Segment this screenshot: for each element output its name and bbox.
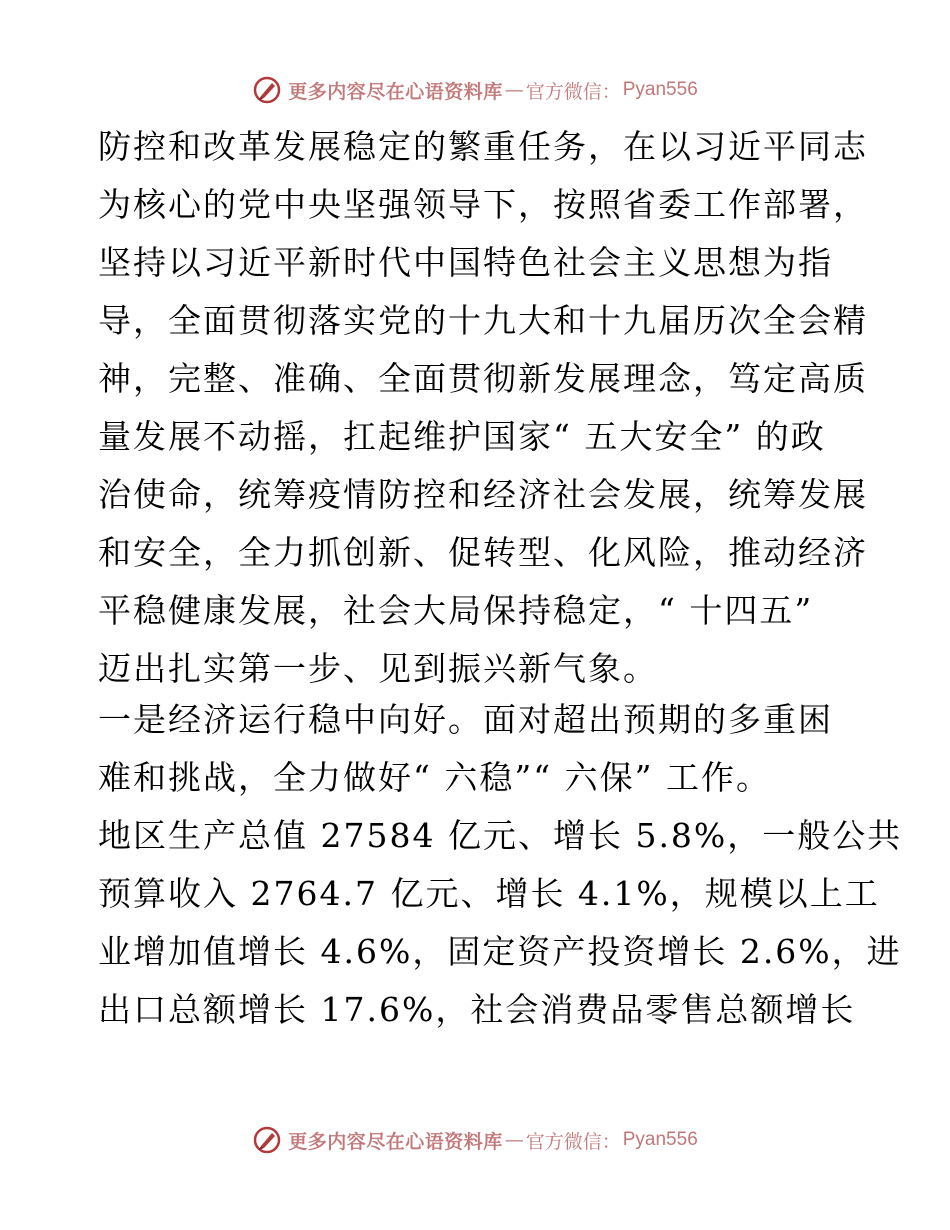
text-line: 治使命，统筹疫情防控和经济社会发展，统筹发展	[98, 475, 868, 514]
paragraph-2	[98, 691, 903, 1039]
text-line: 预算收入 2764.7 亿元、增长 4.1%，规模以上工	[98, 874, 880, 913]
banner-dash: —	[504, 1129, 524, 1151]
text-line: 坚持以习近平新时代中国特色社会主义思想为指	[98, 243, 833, 282]
text-line: 出口总额增长 17.6%，社会消费品零售总额增长	[98, 990, 856, 1029]
banner-wechat-id: Pyan556	[622, 79, 698, 100]
text-line: 难和挑战，全力做好“ 六稳”“ 六保” 工作。	[98, 758, 771, 797]
banner-dash: —	[504, 79, 524, 101]
pen-logo-icon	[252, 75, 282, 105]
text-line: 平稳健康发展，社会大局保持稳定，“ 十四五”	[98, 591, 814, 630]
text-line: 防控和改革发展稳定的繁重任务，在以习近平同志	[98, 127, 868, 166]
banner-site-text: 更多内容尽在心语资料库	[288, 1130, 503, 1153]
text-line: 和安全，全力抓创新、促转型、化风险，推动经济	[98, 533, 868, 572]
text-line: 为核心的党中央坚强领导下，按照省委工作部署，	[98, 185, 868, 224]
footer-banner	[0, 1120, 950, 1160]
banner-site-text: 更多内容尽在心语资料库	[288, 80, 503, 103]
banner-wechat-id: Pyan556	[622, 1129, 698, 1150]
banner-wechat-label: 官方微信：	[525, 80, 621, 103]
text-line: 业增加值增长 4.6%，固定资产投资增长 2.6%，进	[98, 932, 902, 971]
banner-wechat-label: 官方微信：	[525, 1130, 621, 1153]
header-banner	[0, 70, 950, 110]
text-line: 地区生产总值 27584 亿元、增长 5.8%，一般公共	[98, 816, 903, 855]
text-line: 神，完整、准确、全面贯彻新发展理念，笃定高质	[98, 359, 868, 398]
paragraph-1	[98, 118, 868, 698]
text-line: 迈出扎实第一步、见到振兴新气象。	[98, 649, 658, 688]
text-line: 导，全面贯彻落实党的十九大和十九届历次全会精	[98, 301, 868, 340]
pen-logo-icon	[252, 1125, 282, 1155]
text-line: 量发展不动摇，扛起维护国家“ 五大安全” 的政	[98, 417, 826, 456]
text-line: 一是经济运行稳中向好。面对超出预期的多重困	[98, 700, 833, 739]
